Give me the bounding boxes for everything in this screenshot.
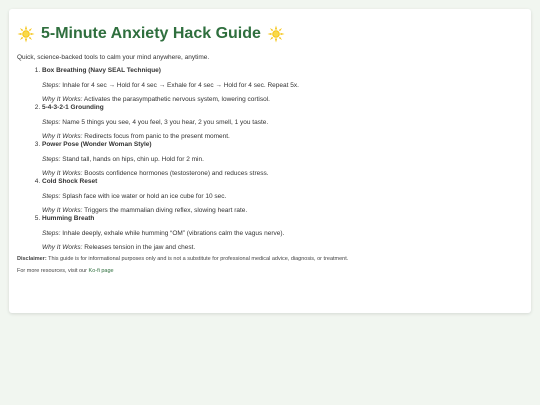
kofi-link[interactable]: Ko-fi page [88, 268, 114, 274]
sun-icon [17, 25, 35, 43]
tip-steps [42, 119, 523, 127]
tip-why [42, 170, 523, 178]
why-text: Redirects focus from panic to the present moment. [84, 133, 230, 140]
tip-steps [42, 156, 523, 164]
tip-why [42, 96, 523, 104]
more-resources-text: For more resources, visit our [17, 268, 89, 274]
steps-label: Steps: [42, 81, 61, 89]
list-item [42, 67, 523, 104]
steps-label: Steps: [42, 229, 61, 237]
why-text: Releases tension in the jaw and chest. [84, 244, 196, 251]
why-label: Why It Works: [42, 133, 83, 140]
tips-list [17, 67, 523, 252]
steps-text: Splash face with ice water or hold an ice cube for 10 sec. [62, 192, 227, 200]
steps-label: Steps: [42, 155, 61, 163]
tip-steps [42, 82, 523, 90]
tip-name: 5. Humming Breath [42, 215, 95, 222]
steps-text: Name 5 things you see, 4 you feel, 3 you hear, 2 you smell, 1 you taste. [62, 118, 269, 126]
steps-text: Stand tall, hands on hips, chin up. Hold for 2 min. [62, 155, 204, 163]
why-text: Triggers the mammalian diving reflex, slowing heart rate. [84, 207, 248, 214]
why-label: Why It Works: [42, 207, 83, 214]
steps-text: Inhale for 4 sec → Hold for 4 sec → Exhale for 4 sec → Hold for 4 sec. Repeat 5x. [62, 81, 299, 89]
sun-icon [267, 25, 285, 43]
tip-steps [42, 193, 523, 201]
steps-label: Steps: [42, 192, 61, 200]
list-item [42, 104, 523, 141]
tip-name: 2. 5-4-3-2-1 Grounding [42, 104, 104, 111]
disclaimer-label: Disclaimer: [17, 256, 47, 262]
tip-steps [42, 230, 523, 238]
list-item [42, 141, 523, 178]
tip-why [42, 244, 523, 252]
page-title [17, 23, 523, 45]
page-title-text: 5-Minute Anxiety Hack Guide [41, 25, 261, 42]
tip-name: 1. Box Breathing (Navy SEAL Technique) [42, 67, 161, 74]
why-label: Why It Works: [42, 96, 83, 103]
tip-name: 4. Cold Shock Reset [42, 178, 98, 185]
why-label: Why It Works: [42, 170, 83, 177]
why-text: Activates the parasympathetic nervous system, lowering cortisol. [83, 96, 270, 103]
tip-name: 3. Power Pose (Wonder Woman Style) [42, 141, 152, 148]
list-item [42, 178, 523, 215]
tip-why [42, 207, 523, 215]
guide-card [9, 9, 531, 313]
disclaimer [17, 256, 523, 262]
tip-why [42, 133, 523, 141]
list-item [42, 215, 523, 252]
why-text: Boosts confidence hormones (testosterone) and reduces stress. [84, 170, 269, 177]
why-label: Why It Works: [42, 244, 83, 251]
steps-text: Inhale deeply, exhale while humming “OM” (vibrations calm the vagus nerve). [62, 229, 285, 237]
steps-label: Steps: [42, 118, 61, 126]
subtitle: Quick, science-backed tools to calm your mind anywhere, anytime. [17, 54, 210, 61]
more-resources [17, 268, 523, 274]
disclaimer-text: This guide is for informational purposes only and is not a substitute for professional medical advice, diagnosis, or treatment. [46, 256, 349, 262]
